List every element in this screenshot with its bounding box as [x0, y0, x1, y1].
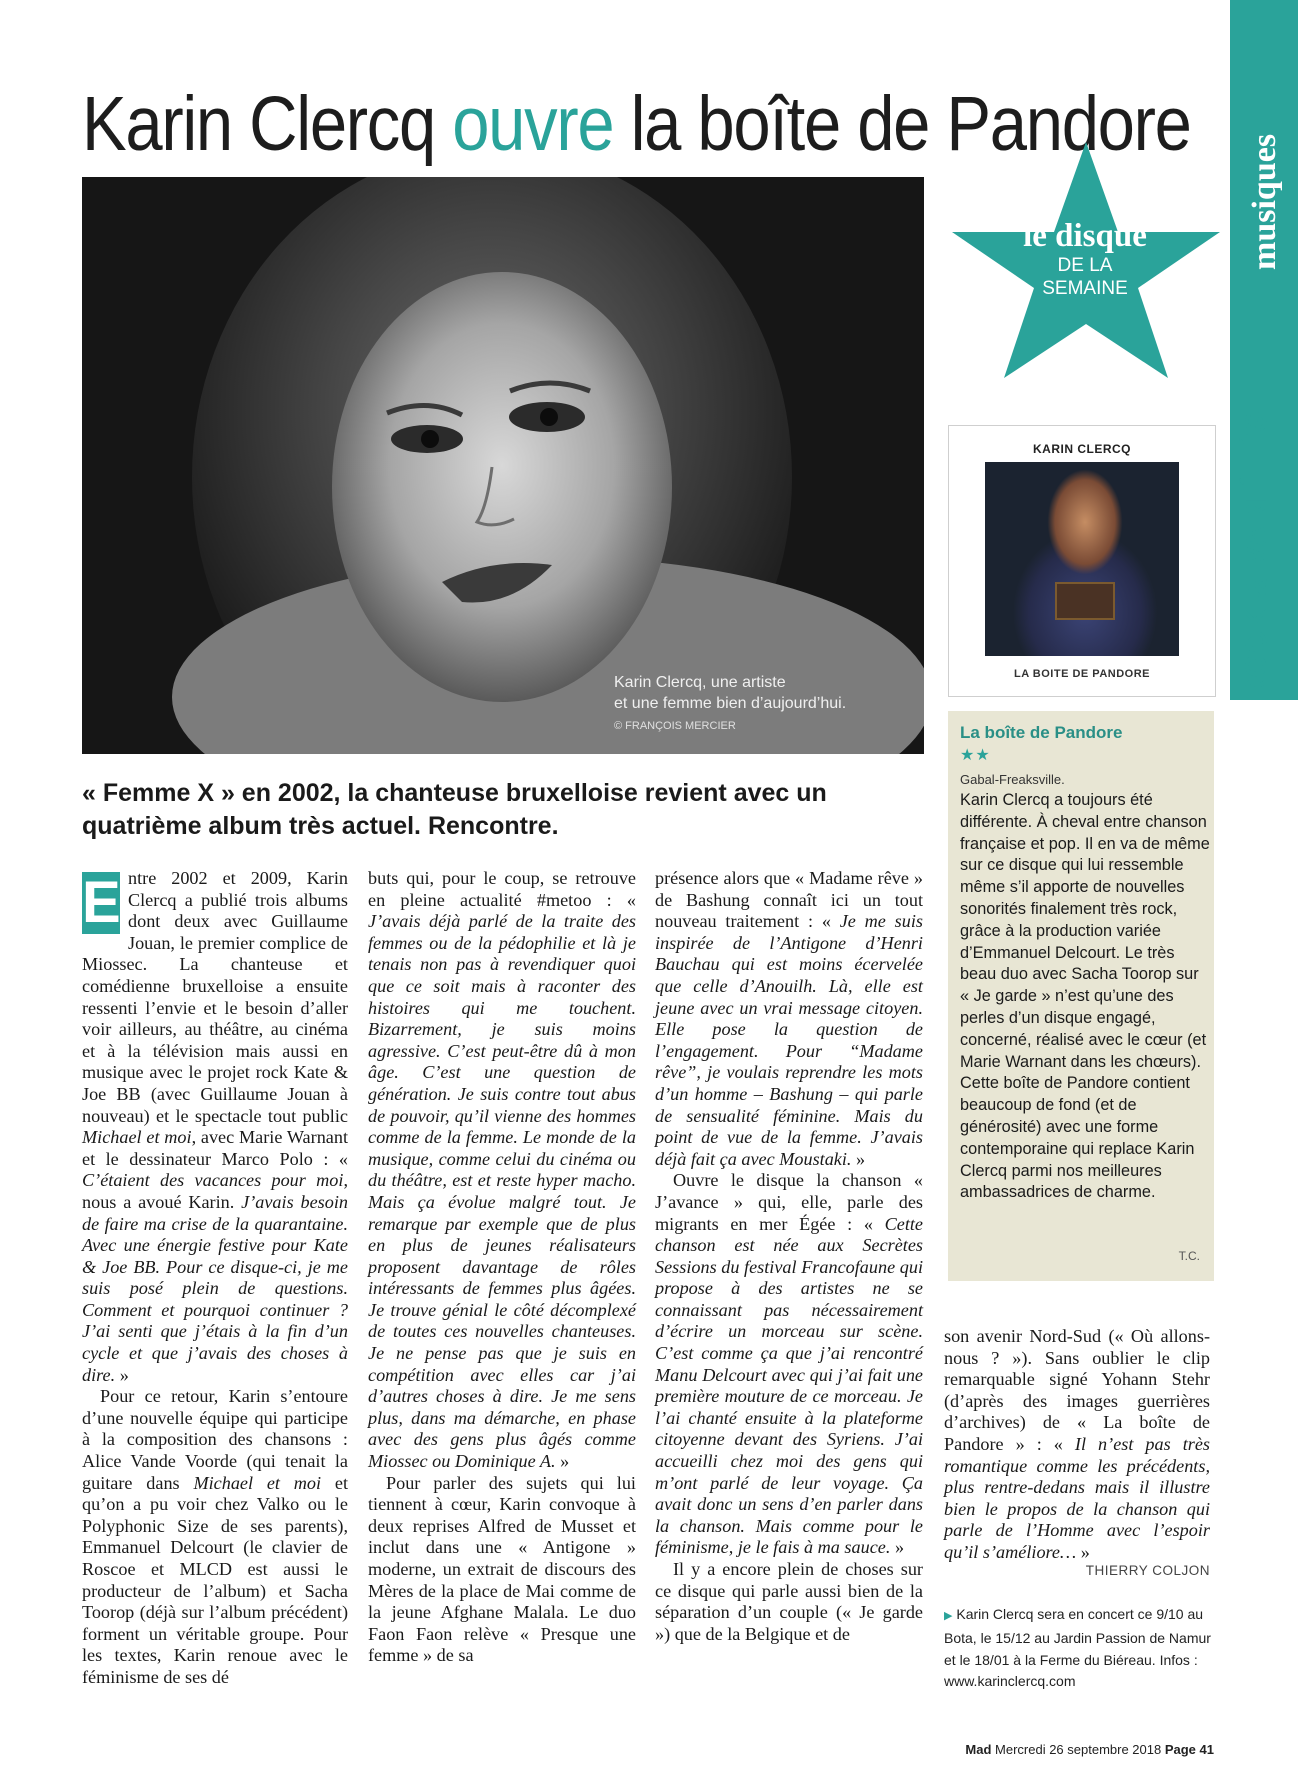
disc-of-week-badge: le disque DE LA SEMAINE [1023, 218, 1147, 299]
paragraph: Pour parler des sujets qui lui tiennent à cœur, Karin convoque à deux reprises Alfred de Musset et inclut dans une « Antigone » moderne, un extrait de discours des Mères de la place de Mai comme de la jeune Afghane Malala. Le duo Faon Faon relève « Presque une femme » de sa [368, 1472, 636, 1666]
photo-credit: © FRANÇOIS MERCIER [614, 720, 736, 732]
rating-stars: ★★ [960, 745, 991, 764]
record-label: Gabal-Freaksville. [960, 772, 1065, 787]
album-artist: KARIN CLERCQ [1033, 442, 1131, 456]
article-column-2 [368, 868, 636, 1667]
concert-info [944, 1604, 1214, 1693]
paragraph: Ouvre le disque la chanson « J’avance » qui, elle, parle des migrants en mer Égée : « Cette chanson est née aux Secrètes Sessions du festival Francofaune qui propose à des artistes ne se connaissant pas nécessairement d’écrire un morceau sur scène. C’est comme ça que j’ai rencontré Manu Delcourt avec qui j’ai fait une première mouture de ce morceau. Je l’ai chanté ensuite à la plateforme citoyenne devant des Syriens. J’ai accueilli chez moi des gens qui m’ont parlé de leur voyage. Ça avait donc un sens d’en parler dans la chanson. Mais comme pour le féminisme, je le fais à ma sauce. » [655, 1170, 923, 1558]
section-category: musiques [1246, 133, 1283, 270]
page-number: Page 41 [1164, 1742, 1214, 1757]
review-body: Karin Clercq a toujours été différente. À cheval entre chanson française et pop. Il en va de même sur ce disque qui lui ressemble même s’il apporte de nouvelles sonorités finalement très rock, grâce à la production variée d’Emmanuel Delcourt. Le très beau duo avec Sacha Toorop sur « Je garde » n’est qu’une des perles d’un disque engagé, concerné, réalisé avec le cœur (et Marie Warnant dans les chœurs). Cette boîte de Pandore contient beaucoup de fond (et de générosité) avec une forme contemporaine qui replace Karin Clercq parmi nos meilleures ambassadrices de charme. [960, 791, 1210, 1202]
paragraph: buts qui, pour le coup, se retrouve en pleine actualité #metoo : « J’avais déjà parlé de la traite des femmes ou de la pédophilie et là je tenais non pas à revendiquer quoi que ce soit mais à raconter des histoires qui me touchent. Bizarrement, je suis moins agressive. C’est peut-être dû à mon âge. C’est une question de génération. Je suis contre tout abus de pouvoir, qu’il vienne des hommes comme de la femme. Le monde de la musique, comme celui du cinéma ou du théâtre, est et reste hyper macho. Mais ça évolue malgré tout. Je remarque par exemple que de plus en plus de jeunes réalisateurs proposent davantage de rôles intéressants de femmes plus âgées. Je trouve génial le côté décomplexé de toutes ces nouvelles chanteuses. Je ne pense pas que je suis en compétition avec elles car j’ai d’autres choses à dire. Je me sens plus, dans ma démarche, en phase avec des gens plus âgés comme Miossec ou Dominique A. » [368, 868, 636, 1472]
main-photo [82, 177, 924, 754]
review-signature: T.C. [1178, 1249, 1200, 1263]
publication-name: Mad [965, 1742, 992, 1757]
review-title: La boîte de Pandore [960, 723, 1123, 742]
album-artwork [985, 462, 1179, 656]
article-column-3 [655, 868, 923, 1645]
portrait-illustration [82, 177, 924, 754]
photo-caption: Karin Clercq, une artiste et une femme bien d’aujourd’hui. [614, 674, 847, 712]
title-accent: ouvre [452, 81, 614, 167]
album-cover [948, 425, 1216, 697]
concert-text: Karin Clercq sera en concert ce 9/10 au Bota, le 15/12 au Jardin Passion de Namur et le 18/01 à la Ferme du Biéreau. Infos : www.karinclercq.com [944, 1606, 1211, 1690]
article-column-1 [82, 868, 348, 1689]
title-part1: Karin Clercq [82, 81, 453, 167]
drop-cap: E [82, 870, 121, 935]
page-title [82, 76, 1191, 172]
paragraph: présence alors que « Madame rêve » de Bashung connaît ici un tout nouveau traitement : « Je me suis inspirée de l’Antigone d’Henri Bauchau qui est moins écervelée que celle d’Anouilh. Là, elle est jeune avec un vrai message citoyen. Elle pose la question de l’engagement. Pour “Madame rêve”, je voulais reprendre les mots d’un homme – Bashung – qui parle de sensualité féminine. Mais du point de vue de la femme. J’avais déjà fait ça avec Moustaki. » [655, 868, 923, 1169]
review-sidebar [948, 711, 1214, 1281]
title-part2: la boîte de Pandore [613, 81, 1191, 167]
article-author: THIERRY COLJON [1085, 1563, 1210, 1578]
arrow-icon: ▶ [944, 1610, 953, 1622]
paragraph: Pour ce retour, Karin s’entoure d’une nouvelle équipe qui participe à la composition des chansons : Alice Vande Voorde (qui tenait la guitare dans Michael et moi et qu’on a pu voir chez Valko ou le Polyphonic Size de ses parents), Emmanuel Delcourt (le clavier de Roscoe et MLCD est aussi le producteur de l’album) et Sacha Toorop (déjà sur l’album précédent) forment un véritable groupe. Pour les textes, Karin renoue avec le féminisme de ses dé [82, 1386, 348, 1687]
paragraph: son avenir Nord-Sud (« Où allons-nous ? »). Sans oublier le clip remarquable signé Yohann Stehr (d’après des images guerrières d’archives) de « La boîte de Pandore » : « Il n’est pas très romantique comme les précédents, plus rentre-dedans mais il illustre bien le propos de la chanson qui parle de l’Homme avec l’espoir qu’il s’améliore… » [944, 1326, 1210, 1562]
article-intro: « Femme X » en 2002, la chanteuse bruxelloise revient avec un quatrième album très actuel. Rencontre. [82, 779, 827, 840]
album-title: LA BOITE DE PANDORE [1013, 668, 1150, 680]
page-footer [900, 1742, 1214, 1757]
paragraph: Il y a encore plein de choses sur ce disque qui parle aussi bien de la séparation d’un couple (« Je garde ») que de la Belgique et de [655, 1559, 923, 1644]
paragraph: E ntre 2002 et 2009, Karin Clercq a publié trois albums dont deux avec Guillaume Jouan, le premier complice de Miossec. La chanteuse et comédienne bruxelloise a ensuite ressenti l’envie et le besoin d’aller voir ailleurs, au théâtre, au cinéma et à la télévision mais aussi en musique avec le projet rock Kate & Joe BB (avec Guillaume Jouan à nouveau) et le spectacle tout public Michael et moi, avec Marie Warnant et le dessinateur Marco Polo : « C’étaient des vacances pour moi, nous a avoué Karin. J’avais besoin de faire ma crise de la quarantaine. Avec une énergie festive pour Kate & Joe BB. Pour ce disque-ci, je me suis posé plein de questions. Comment et pourquoi continuer ? J’ai senti que j’étais à la fin d’un cycle et que j’avais des choses à dire. » [82, 868, 349, 1385]
article-column-4 [944, 1326, 1210, 1564]
box-illustration [1055, 582, 1115, 620]
publication-date: Mercredi 26 septembre 2018 [995, 1742, 1162, 1757]
